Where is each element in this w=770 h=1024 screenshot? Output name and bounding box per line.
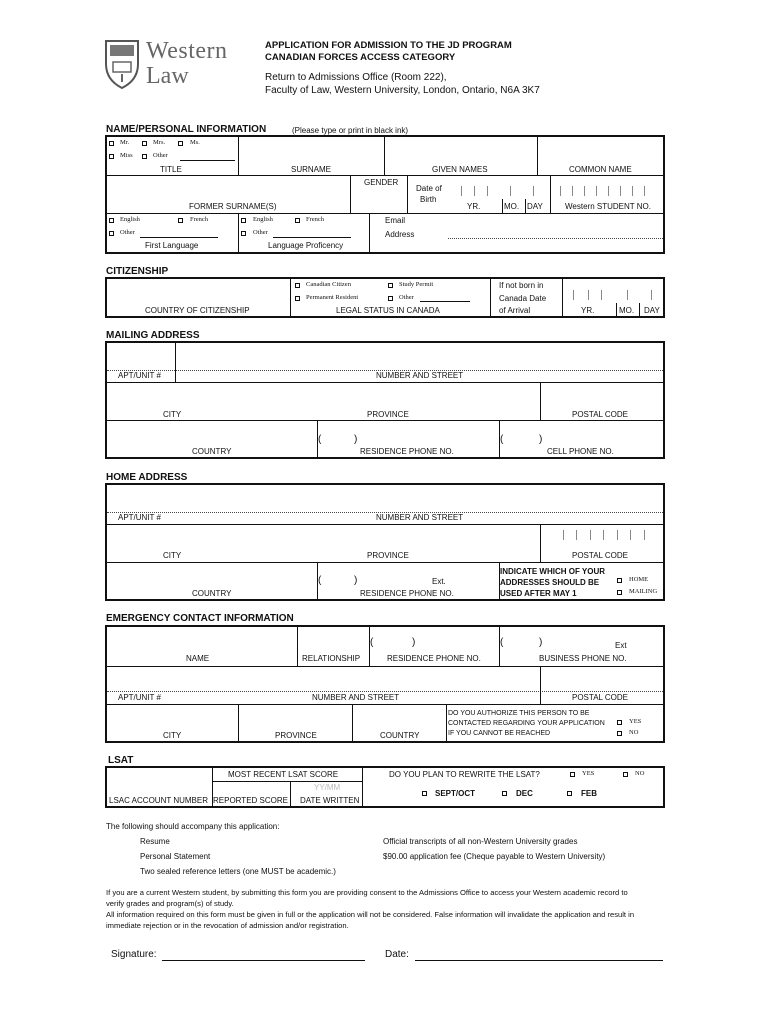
emergency-bus-phone-field[interactable] <box>500 628 663 652</box>
status-canadian-citizen: Canadian Citizen <box>306 281 351 288</box>
mailing-label-city: CITY <box>163 410 182 419</box>
section-heading-lsat: LSAT <box>108 755 134 766</box>
consent-line-2: verify grades and program(s) of study. <box>106 899 234 908</box>
emergency-province-field[interactable] <box>239 705 350 729</box>
indicate-address-1: INDICATE WHICH OF YOUR <box>500 567 606 576</box>
after-may1-mailing-label: MAILING <box>629 588 658 595</box>
label-language-proficiency: Language Proficency <box>268 241 344 250</box>
emergency-postal-field[interactable] <box>541 667 663 689</box>
emergency-country-field[interactable] <box>354 705 444 729</box>
home-street-field[interactable] <box>108 486 663 508</box>
lsat-rewrite-question: DO YOU PLAN TO REWRITE THE LSAT? <box>389 770 540 779</box>
emergency-label-res-phone: RESIDENCE PHONE NO. <box>387 654 481 663</box>
first-lang-english: English <box>120 216 140 223</box>
emergency-label-street: NUMBER AND STREET <box>312 693 400 702</box>
date-label: Date: <box>385 949 409 960</box>
label-country-of-citizenship: COUNTRY OF CITIZENSHIP <box>145 306 250 315</box>
reported-score-field[interactable] <box>213 783 287 795</box>
mailing-label-apt: APT/UNIT # <box>118 371 161 380</box>
home-label-country: COUNTRY <box>192 589 232 598</box>
label-former-surnames: FORMER SURNAME(S) <box>189 202 277 211</box>
consent-line-4: immediate rejection or in the revocation of admission and/or registration. <box>106 921 349 930</box>
status-permanent-resident: Permanent Resident <box>306 294 359 301</box>
lsat-label-date-written: DATE WRITTEN <box>300 796 360 805</box>
label-date-of: Date of <box>416 184 442 193</box>
label-first-language: First Language <box>145 241 199 250</box>
section-heading-emergency: EMERGENCY CONTACT INFORMATION <box>106 613 294 624</box>
label-address: Address <box>385 230 415 239</box>
rewrite-septoct-checkbox[interactable] <box>422 791 427 796</box>
consent-line-3: All information required on this form must be given in full or the application will not be considered. False information will invalidate the application and result in <box>106 910 635 919</box>
shield-crest-icon <box>104 38 140 90</box>
label-student-no: Western STUDENT NO. <box>565 202 651 211</box>
page-subtitle: CANADIAN FORCES ACCESS CATEGORY <box>265 52 456 63</box>
home-label-province: PROVINCE <box>367 551 409 560</box>
rewrite-yes-label: YES <box>582 770 595 777</box>
mailing-postal-field[interactable] <box>541 383 663 407</box>
title-mrs-label: Mrs. <box>153 139 166 146</box>
home-label-res-phone: RESIDENCE PHONE NO. <box>360 589 454 598</box>
authorize-text-1: DO YOU AUTHORIZE THIS PERSON TO BE <box>448 710 590 717</box>
rewrite-no-checkbox[interactable] <box>623 772 628 777</box>
emergency-label-name: NAME <box>186 654 210 663</box>
after-may1-home-label: HOME <box>629 576 649 583</box>
prof-other: Other <box>253 229 268 236</box>
home-country-field[interactable] <box>108 563 313 587</box>
country-of-citizenship-field[interactable] <box>108 280 286 304</box>
emergency-label-postal: POSTAL CODE <box>572 693 629 702</box>
former-surnames-field[interactable] <box>108 175 348 201</box>
title-mr-checkbox[interactable] <box>108 140 138 148</box>
logo-law: Law <box>146 63 189 89</box>
mailing-res-phone-field[interactable] <box>318 421 496 445</box>
rewrite-dec-label: DEC <box>516 789 533 798</box>
authorize-yes-label: YES <box>629 718 642 725</box>
mailing-street-field[interactable] <box>176 344 663 366</box>
label-title: TITLE <box>160 165 182 174</box>
signature-line[interactable] <box>162 960 365 961</box>
authorize-text-2: CONTACTED REGARDING YOUR APPLICATION <box>448 720 605 727</box>
home-label-city: CITY <box>163 551 182 560</box>
emergency-label-relationship: RELATIONSHIP <box>302 654 361 663</box>
page-title: APPLICATION FOR ADMISSION TO THE JD PROGRAM <box>265 40 512 51</box>
after-may1-home-checkbox[interactable] <box>617 578 622 583</box>
title-miss-label: Miss <box>120 152 133 159</box>
title-mr-label: Mr. <box>120 139 130 146</box>
title-ms-label: Ms. <box>190 139 200 146</box>
item-fee: $90.00 application fee (Cheque payable to Western University) <box>383 852 606 861</box>
emergency-label-ext: Ext <box>615 641 627 650</box>
home-city-province-field[interactable] <box>108 525 536 549</box>
label-birth-mo: MO. <box>504 202 520 211</box>
emergency-name-field[interactable] <box>108 628 294 652</box>
indicate-address-2: ADDRESSES SHOULD BE <box>500 578 600 587</box>
mailing-label-country: COUNTRY <box>192 447 232 456</box>
authorize-text-3: IF YOU CANNOT BE REACHED <box>448 730 551 737</box>
lsat-label-reported-score: REPORTED SCORE <box>213 796 288 805</box>
indicate-address-3: USED AFTER MAY 1 <box>500 589 577 598</box>
home-label-ext: Ext. <box>432 577 446 586</box>
emergency-city-field[interactable] <box>108 705 234 729</box>
signature-label: Signature: <box>111 949 157 960</box>
email-address-field[interactable] <box>448 238 663 239</box>
ink-note: (Please type or print in black ink) <box>292 126 409 135</box>
authorize-yes-checkbox[interactable] <box>617 720 622 725</box>
authorize-no-label: NO <box>629 729 639 736</box>
label-surname: SURNAME <box>291 165 332 174</box>
label-given-names: GIVEN NAMES <box>432 165 488 174</box>
mailing-apt-field[interactable] <box>108 344 172 366</box>
first-lang-french: French <box>190 216 209 223</box>
date-written-field[interactable] <box>291 783 359 795</box>
emergency-res-phone-field[interactable] <box>370 628 495 652</box>
label-canada-date: Canada Date <box>499 294 547 303</box>
item-references: Two sealed reference letters (one MUST be academic.) <box>140 867 336 876</box>
home-label-street: NUMBER AND STREET <box>376 513 464 522</box>
section-heading-home: HOME ADDRESS <box>106 472 188 483</box>
rewrite-dec-checkbox[interactable] <box>502 791 507 796</box>
prof-english: English <box>253 216 273 223</box>
section-heading-name: NAME/PERSONAL INFORMATION <box>106 124 267 135</box>
emergency-label-bus-phone: BUSINESS PHONE NO. <box>539 654 627 663</box>
label-common-name: COMMON NAME <box>569 165 632 174</box>
rewrite-yes-checkbox[interactable] <box>570 772 575 777</box>
emergency-street-field[interactable] <box>108 667 536 689</box>
status-study-permit: Study Permit <box>399 281 434 288</box>
home-label-postal: POSTAL CODE <box>572 551 629 560</box>
label-of-arrival: of Arrival <box>499 306 531 315</box>
return-address-1: Return to Admissions Office (Room 222), <box>265 72 447 83</box>
label-birth-day: DAY <box>527 202 543 211</box>
mailing-label-street: NUMBER AND STREET <box>376 371 464 380</box>
emergency-label-country: COUNTRY <box>380 731 420 740</box>
mailing-label-postal: POSTAL CODE <box>572 410 629 419</box>
return-address-2: Faculty of Law, Western University, London, Ontario, N6A 3K7 <box>265 85 540 96</box>
accompany-intro: The following should accompany this application: <box>106 822 280 831</box>
home-postal-field[interactable] <box>541 525 663 549</box>
rewrite-feb-label: FEB <box>581 789 597 798</box>
lsat-yymm-placeholder: YY/MM <box>314 783 341 792</box>
rewrite-feb-checkbox[interactable] <box>567 791 572 796</box>
given-names-field[interactable] <box>384 137 534 163</box>
mailing-city-province-field[interactable] <box>108 383 536 407</box>
logo-western: Western <box>146 38 228 64</box>
label-arrival-mo: MO. <box>619 306 635 315</box>
label-birth: Birth <box>420 195 437 204</box>
label-gender: GENDER <box>364 178 399 187</box>
item-personal-statement: Personal Statement <box>140 852 211 861</box>
surname-field[interactable] <box>238 137 382 163</box>
western-law-logo <box>104 38 244 90</box>
mailing-cell-phone-field[interactable] <box>500 421 663 445</box>
mailing-label-cell-phone: CELL PHONE NO. <box>547 447 614 456</box>
label-email: Email <box>385 216 406 225</box>
authorize-no-checkbox[interactable] <box>617 731 622 736</box>
emergency-label-province: PROVINCE <box>275 731 317 740</box>
home-label-apt: APT/UNIT # <box>118 513 161 522</box>
mailing-label-province: PROVINCE <box>367 410 409 419</box>
rewrite-septoct-label: SEPT/OCT <box>435 789 476 798</box>
label-legal-status: LEGAL STATUS IN CANADA <box>336 306 440 315</box>
after-may1-mailing-checkbox[interactable] <box>617 590 622 595</box>
first-lang-other: Other <box>120 229 135 236</box>
section-heading-citizenship: CITIZENSHIP <box>106 266 169 277</box>
label-if-not-born: If not born in <box>499 281 544 290</box>
label-birth-yr: YR. <box>467 202 481 211</box>
label-arrival-yr: YR. <box>581 306 595 315</box>
emergency-label-city: CITY <box>163 731 182 740</box>
mailing-label-res-phone: RESIDENCE PHONE NO. <box>360 447 454 456</box>
item-resume: Resume <box>140 837 170 846</box>
status-other: Other <box>399 294 414 301</box>
emergency-relationship-field[interactable] <box>298 628 366 652</box>
lsat-label-lsac-account: LSAC ACCOUNT NUMBER <box>109 796 208 805</box>
section-heading-mailing: MAILING ADDRESS <box>106 330 200 341</box>
home-res-phone-field[interactable] <box>318 563 496 587</box>
consent-line-1: If you are a current Western student, by submitting this form you are providing consent to the Admissions Office to access your Western academic record to <box>106 888 628 897</box>
title-other-label: Other <box>153 152 168 159</box>
rewrite-no-label: NO <box>635 770 645 777</box>
mailing-country-field[interactable] <box>108 421 313 445</box>
emergency-label-apt: APT/UNIT # <box>118 693 161 702</box>
common-name-field[interactable] <box>537 137 663 163</box>
label-arrival-day: DAY <box>644 306 660 315</box>
lsat-label-recent-score: MOST RECENT LSAT SCORE <box>228 770 339 779</box>
date-line[interactable] <box>415 960 663 961</box>
item-transcripts: Official transcripts of all non-Western University grades <box>383 837 578 846</box>
prof-french: French <box>306 216 325 223</box>
lsac-account-field[interactable] <box>108 769 208 793</box>
